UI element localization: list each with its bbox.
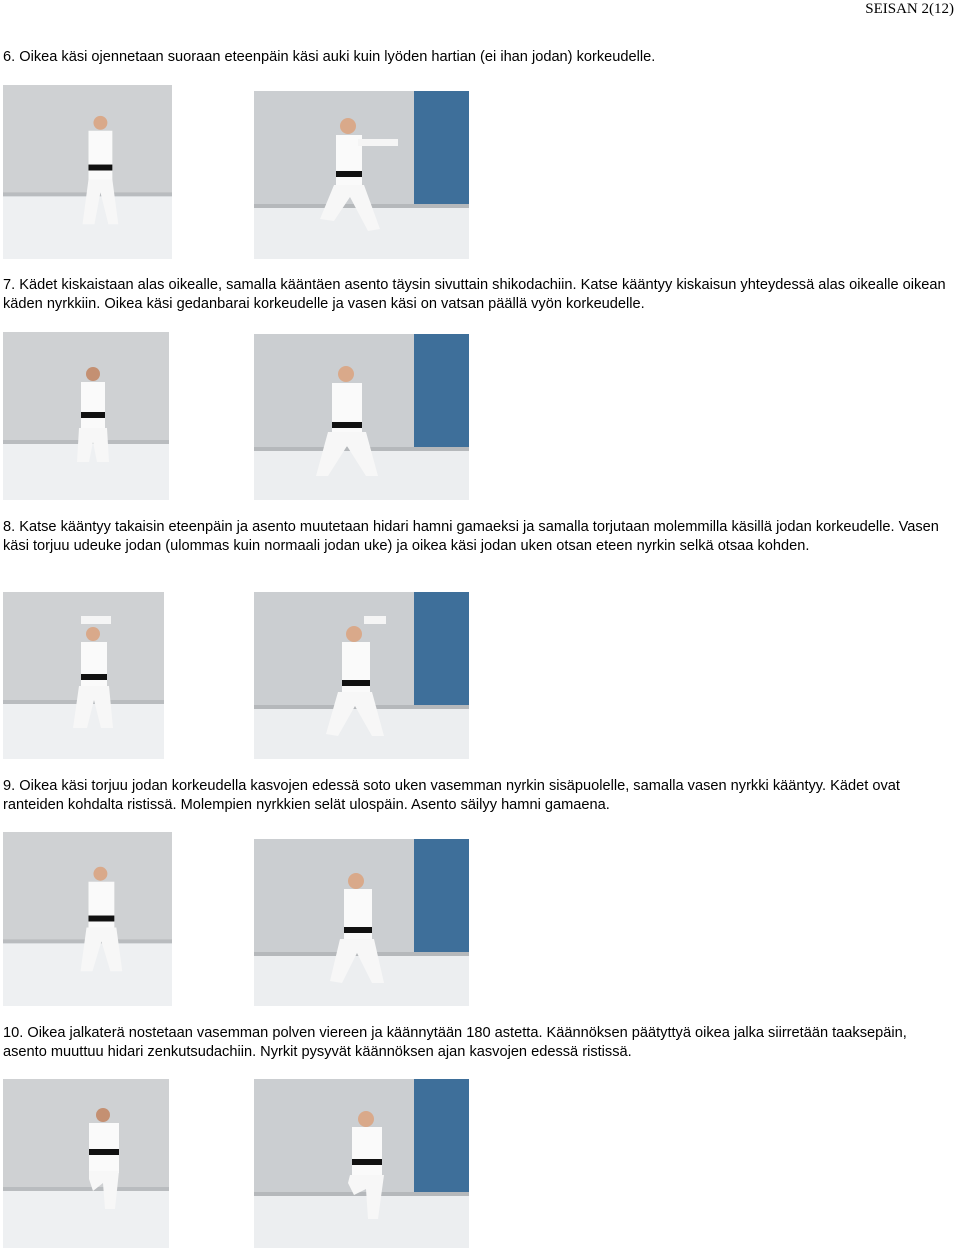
step-10-text: 10. Oikea jalkaterä nostetaan vasemman polven viereen ja käännytään 180 astetta. Käännöksen päätyttyä oikea jalka siirretään taaksepäin, asento muuttuu hidari zenkutsudachiin. Nyrkit pysyvät käännöksen ajan kasvojen edessä ristissä. — [3, 1025, 907, 1060]
step-10-photo-2 — [254, 1079, 469, 1248]
step-8-text: 8. Katse kääntyy takaisin eteenpäin ja asento muutetaan hidari hamni gamaeksi ja samalla torjutaan molemmilla käsillä jodan korkeudelle. Vasen käsi torjuu udeuke jodan (ulommas kuin normaali jodan uke) ja oikea käsi jodan uken otsan eteen nyrkin selkä otsaa kohden. — [3, 519, 939, 554]
step-8-photo-1 — [3, 592, 164, 759]
step-7-photo-2 — [254, 334, 469, 500]
step-7-text: 7. Kädet kiskaistaan alas oikealle, samalla kääntäen asento täysin sivuttain shikodachiin. Katse kääntyy kiskaisun yhteydessä alas oikealle oikean käden nyrkkiin. Oikea käsi gedanbarai korkeudelle ja vasen käsi on vatsan päällä vyön korkeudelle. — [3, 277, 946, 312]
step-6-text: 6. Oikea käsi ojennetaan suoraan eteenpäin käsi auki kuin lyöden hartian (ei ihan jodan) korkeudelle. — [3, 49, 656, 65]
step-8-photo-2 — [254, 592, 469, 759]
step-6-photo-1 — [3, 85, 172, 259]
page-header: SEISAN 2(12) — [865, 1, 954, 17]
step-10-photo-1 — [3, 1079, 169, 1248]
step-9-photo-1 — [3, 832, 172, 1006]
step-7-photo-1 — [3, 332, 169, 500]
step-9-text: 9. Oikea käsi torjuu jodan korkeudella kasvojen edessä soto uken vasemman nyrkin sisäpuolelle, samalla vasen nyrkki kääntyy. Kädet ovat ranteiden kohdalta ristissä. Molempien nyrkkien selät ulospäin. Asento säilyy hamni gamaena. — [3, 778, 900, 813]
step-9-photo-2 — [254, 839, 469, 1006]
step-6-photo-2 — [254, 91, 469, 259]
